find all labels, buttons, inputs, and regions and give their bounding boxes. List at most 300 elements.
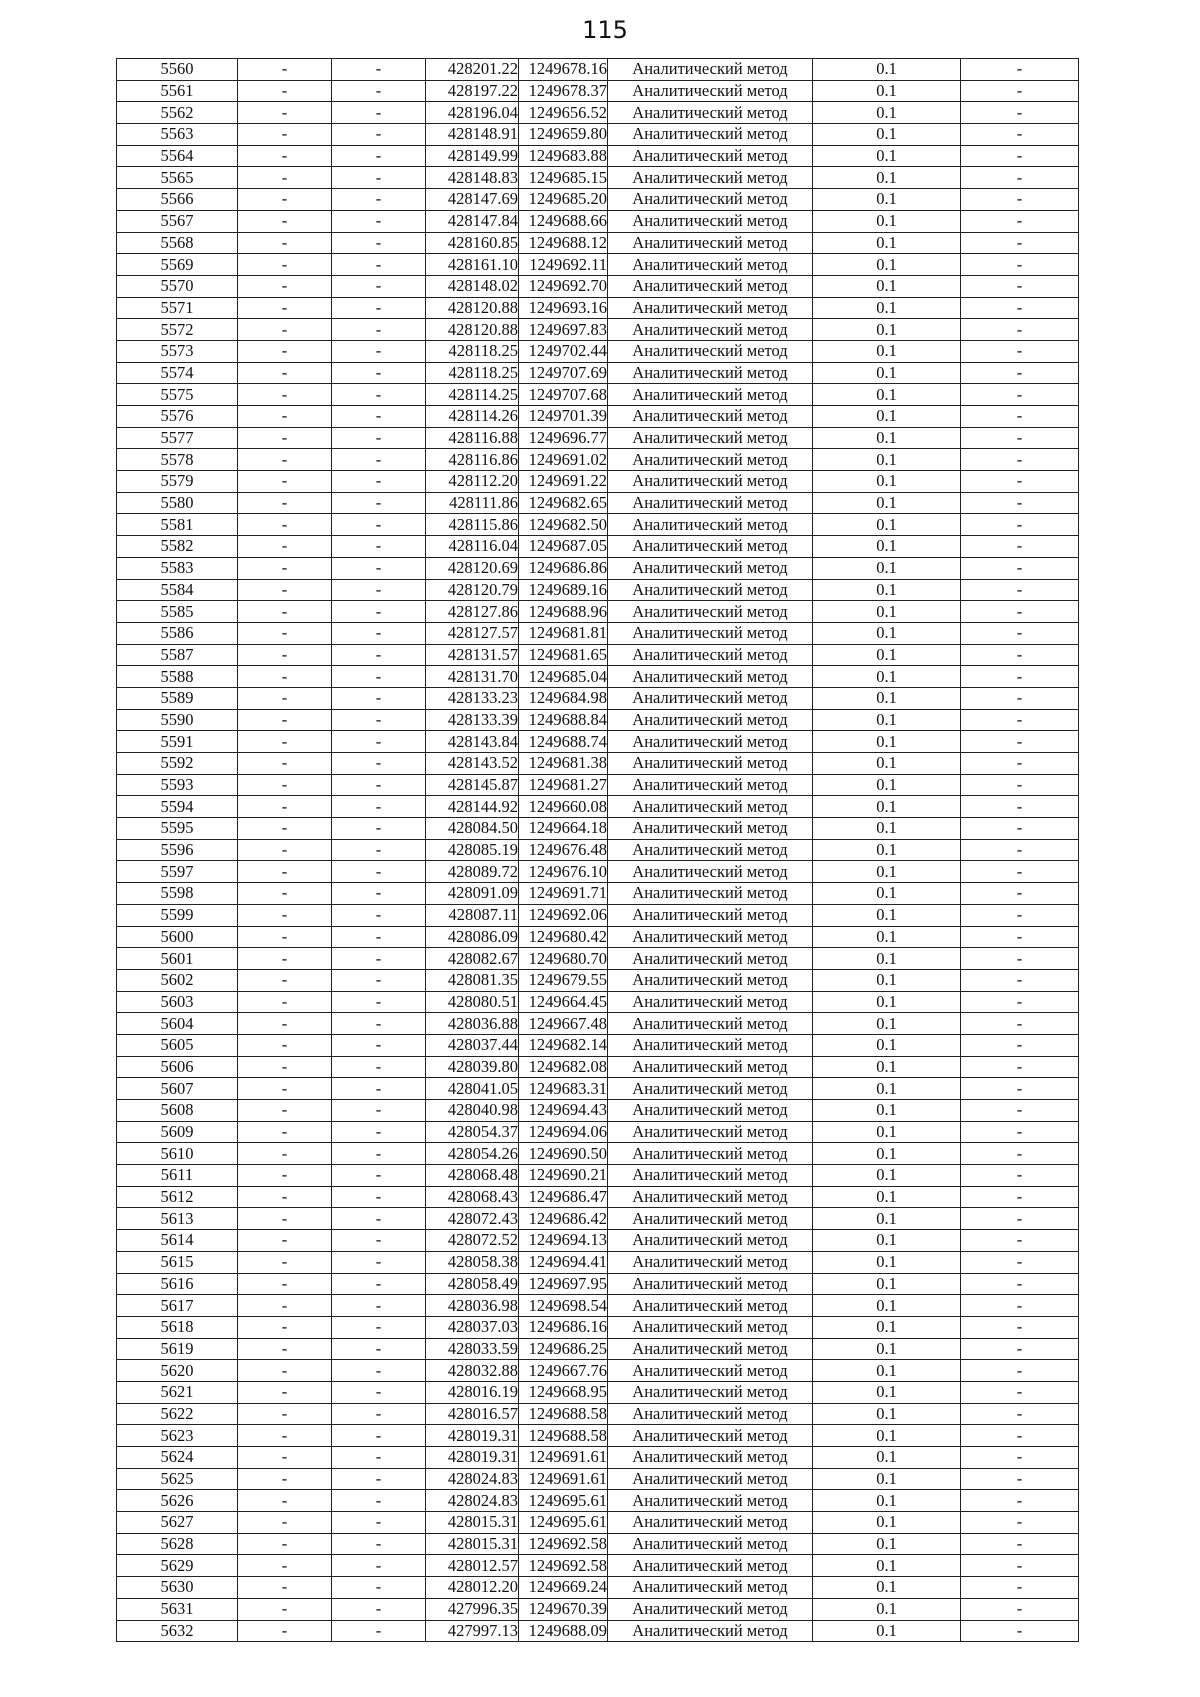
dash-cell: -: [332, 666, 426, 688]
table-row: [117, 1186, 1079, 1208]
x-coordinate-cell: 428036.98: [426, 1295, 519, 1317]
dash-cell: -: [961, 319, 1079, 341]
method-cell: Аналитический метод: [608, 362, 813, 384]
x-coordinate-cell: 428032.88: [426, 1360, 519, 1382]
x-coordinate-cell: 428133.39: [426, 709, 519, 731]
dash-cell: -: [961, 102, 1079, 124]
method-cell: Аналитический метод: [608, 861, 813, 883]
method-cell: Аналитический метод: [608, 275, 813, 297]
x-coordinate-cell: 428086.09: [426, 926, 519, 948]
dash-cell: -: [332, 731, 426, 753]
point-number-cell: 5595: [117, 818, 238, 840]
dash-cell: -: [961, 622, 1079, 644]
x-coordinate-cell: 428148.91: [426, 124, 519, 146]
accuracy-cell: 0.1: [813, 1338, 961, 1360]
method-cell: Аналитический метод: [608, 1100, 813, 1122]
accuracy-cell: 0.1: [813, 1512, 961, 1534]
y-coordinate-cell: 1249688.58: [519, 1425, 608, 1447]
x-coordinate-cell: 428082.67: [426, 948, 519, 970]
method-cell: Аналитический метод: [608, 340, 813, 362]
point-number-cell: 5616: [117, 1273, 238, 1295]
dash-cell: -: [332, 80, 426, 102]
accuracy-cell: 0.1: [813, 102, 961, 124]
dash-cell: -: [961, 1273, 1079, 1295]
dash-cell: -: [332, 1555, 426, 1577]
dash-cell: -: [961, 904, 1079, 926]
dash-cell: -: [961, 1013, 1079, 1035]
dash-cell: -: [961, 80, 1079, 102]
dash-cell: -: [332, 796, 426, 818]
point-number-cell: 5619: [117, 1338, 238, 1360]
x-coordinate-cell: 428145.87: [426, 774, 519, 796]
y-coordinate-cell: 1249664.18: [519, 818, 608, 840]
point-number-cell: 5618: [117, 1316, 238, 1338]
y-coordinate-cell: 1249679.55: [519, 969, 608, 991]
dash-cell: -: [961, 644, 1079, 666]
dash-cell: -: [238, 991, 332, 1013]
table-row: [117, 796, 1079, 818]
x-coordinate-cell: 428148.83: [426, 167, 519, 189]
table-row: [117, 384, 1079, 406]
x-coordinate-cell: 428087.11: [426, 904, 519, 926]
y-coordinate-cell: 1249691.02: [519, 449, 608, 471]
dash-cell: -: [238, 948, 332, 970]
point-number-cell: 5632: [117, 1620, 238, 1642]
x-coordinate-cell: 428068.43: [426, 1186, 519, 1208]
y-coordinate-cell: 1249686.86: [519, 557, 608, 579]
accuracy-cell: 0.1: [813, 622, 961, 644]
x-coordinate-cell: 428080.51: [426, 991, 519, 1013]
table-row: [117, 471, 1079, 493]
accuracy-cell: 0.1: [813, 362, 961, 384]
method-cell: Аналитический метод: [608, 406, 813, 428]
table-row: [117, 449, 1079, 471]
point-number-cell: 5631: [117, 1598, 238, 1620]
method-cell: Аналитический метод: [608, 1490, 813, 1512]
y-coordinate-cell: 1249684.98: [519, 687, 608, 709]
method-cell: Аналитический метод: [608, 948, 813, 970]
point-number-cell: 5573: [117, 340, 238, 362]
method-cell: Аналитический метод: [608, 102, 813, 124]
table-row: [117, 1512, 1079, 1534]
dash-cell: -: [238, 471, 332, 493]
accuracy-cell: 0.1: [813, 1577, 961, 1599]
dash-cell: -: [238, 59, 332, 81]
accuracy-cell: 0.1: [813, 189, 961, 211]
table-row: [117, 883, 1079, 905]
x-coordinate-cell: 428033.59: [426, 1338, 519, 1360]
dash-cell: -: [332, 319, 426, 341]
table-row: [117, 189, 1079, 211]
accuracy-cell: 0.1: [813, 1056, 961, 1078]
dash-cell: -: [961, 774, 1079, 796]
point-number-cell: 5579: [117, 471, 238, 493]
table-row: [117, 1490, 1079, 1512]
y-coordinate-cell: 1249660.08: [519, 796, 608, 818]
dash-cell: -: [332, 1121, 426, 1143]
dash-cell: -: [961, 839, 1079, 861]
point-number-cell: 5563: [117, 124, 238, 146]
dash-cell: -: [961, 1533, 1079, 1555]
x-coordinate-cell: 428160.85: [426, 232, 519, 254]
x-coordinate-cell: 428037.03: [426, 1316, 519, 1338]
method-cell: Аналитический метод: [608, 1555, 813, 1577]
method-cell: Аналитический метод: [608, 731, 813, 753]
table-row: [117, 1468, 1079, 1490]
dash-cell: -: [238, 167, 332, 189]
y-coordinate-cell: 1249688.74: [519, 731, 608, 753]
y-coordinate-cell: 1249694.06: [519, 1121, 608, 1143]
dash-cell: -: [961, 969, 1079, 991]
dash-cell: -: [238, 1338, 332, 1360]
x-coordinate-cell: 428040.98: [426, 1100, 519, 1122]
accuracy-cell: 0.1: [813, 861, 961, 883]
x-coordinate-cell: 428116.88: [426, 427, 519, 449]
dash-cell: -: [332, 687, 426, 709]
x-coordinate-cell: 428019.31: [426, 1425, 519, 1447]
point-number-cell: 5581: [117, 514, 238, 536]
dash-cell: -: [238, 818, 332, 840]
point-number-cell: 5605: [117, 1034, 238, 1056]
y-coordinate-cell: 1249694.43: [519, 1100, 608, 1122]
table-row: [117, 167, 1079, 189]
dash-cell: -: [238, 1533, 332, 1555]
y-coordinate-cell: 1249685.20: [519, 189, 608, 211]
accuracy-cell: 0.1: [813, 492, 961, 514]
table-row: [117, 1360, 1079, 1382]
y-coordinate-cell: 1249683.31: [519, 1078, 608, 1100]
dash-cell: -: [961, 1034, 1079, 1056]
coordinates-table: [116, 58, 1079, 1642]
table-row: [117, 731, 1079, 753]
dash-cell: -: [332, 948, 426, 970]
method-cell: Аналитический метод: [608, 1381, 813, 1403]
y-coordinate-cell: 1249691.61: [519, 1447, 608, 1469]
accuracy-cell: 0.1: [813, 579, 961, 601]
accuracy-cell: 0.1: [813, 1490, 961, 1512]
dash-cell: -: [332, 514, 426, 536]
accuracy-cell: 0.1: [813, 1208, 961, 1230]
method-cell: Аналитический метод: [608, 59, 813, 81]
dash-cell: -: [238, 883, 332, 905]
y-coordinate-cell: 1249682.14: [519, 1034, 608, 1056]
dash-cell: -: [332, 1251, 426, 1273]
point-number-cell: 5584: [117, 579, 238, 601]
accuracy-cell: 0.1: [813, 731, 961, 753]
point-number-cell: 5615: [117, 1251, 238, 1273]
y-coordinate-cell: 1249697.83: [519, 319, 608, 341]
table-row: [117, 579, 1079, 601]
dash-cell: -: [238, 297, 332, 319]
x-coordinate-cell: 428197.22: [426, 80, 519, 102]
y-coordinate-cell: 1249664.45: [519, 991, 608, 1013]
dash-cell: -: [332, 753, 426, 775]
table-row: [117, 1121, 1079, 1143]
dash-cell: -: [961, 1165, 1079, 1187]
x-coordinate-cell: 428147.69: [426, 189, 519, 211]
dash-cell: -: [332, 904, 426, 926]
dash-cell: -: [238, 406, 332, 428]
y-coordinate-cell: 1249707.69: [519, 362, 608, 384]
dash-cell: -: [961, 449, 1079, 471]
dash-cell: -: [961, 1230, 1079, 1252]
table-row: [117, 904, 1079, 926]
dash-cell: -: [961, 1251, 1079, 1273]
accuracy-cell: 0.1: [813, 1230, 961, 1252]
dash-cell: -: [238, 362, 332, 384]
dash-cell: -: [238, 1121, 332, 1143]
y-coordinate-cell: 1249686.47: [519, 1186, 608, 1208]
table-row: [117, 818, 1079, 840]
dash-cell: -: [961, 1425, 1079, 1447]
dash-cell: -: [238, 254, 332, 276]
dash-cell: -: [961, 1447, 1079, 1469]
table-row: [117, 406, 1079, 428]
dash-cell: -: [332, 124, 426, 146]
dash-cell: -: [961, 1577, 1079, 1599]
dash-cell: -: [238, 644, 332, 666]
dash-cell: -: [238, 1078, 332, 1100]
dash-cell: -: [332, 297, 426, 319]
accuracy-cell: 0.1: [813, 1165, 961, 1187]
x-coordinate-cell: 428196.04: [426, 102, 519, 124]
dash-cell: -: [332, 1273, 426, 1295]
method-cell: Аналитический метод: [608, 709, 813, 731]
dash-cell: -: [332, 601, 426, 623]
table-row: [117, 1316, 1079, 1338]
table-row: [117, 1100, 1079, 1122]
y-coordinate-cell: 1249680.70: [519, 948, 608, 970]
y-coordinate-cell: 1249698.54: [519, 1295, 608, 1317]
y-coordinate-cell: 1249681.65: [519, 644, 608, 666]
y-coordinate-cell: 1249694.13: [519, 1230, 608, 1252]
dash-cell: -: [238, 384, 332, 406]
dash-cell: -: [332, 861, 426, 883]
accuracy-cell: 0.1: [813, 796, 961, 818]
point-number-cell: 5607: [117, 1078, 238, 1100]
table-row: [117, 362, 1079, 384]
y-coordinate-cell: 1249670.39: [519, 1598, 608, 1620]
dash-cell: -: [332, 1598, 426, 1620]
dash-cell: -: [961, 818, 1079, 840]
point-number-cell: 5588: [117, 666, 238, 688]
table-row: [117, 102, 1079, 124]
table-row: [117, 319, 1079, 341]
point-number-cell: 5612: [117, 1186, 238, 1208]
y-coordinate-cell: 1249682.65: [519, 492, 608, 514]
y-coordinate-cell: 1249687.05: [519, 536, 608, 558]
x-coordinate-cell: 428039.80: [426, 1056, 519, 1078]
point-number-cell: 5574: [117, 362, 238, 384]
dash-cell: -: [332, 449, 426, 471]
y-coordinate-cell: 1249683.88: [519, 145, 608, 167]
y-coordinate-cell: 1249667.76: [519, 1360, 608, 1382]
dash-cell: -: [961, 492, 1079, 514]
accuracy-cell: 0.1: [813, 254, 961, 276]
table-row: [117, 1165, 1079, 1187]
dash-cell: -: [238, 796, 332, 818]
dash-cell: -: [332, 1295, 426, 1317]
dash-cell: -: [961, 210, 1079, 232]
y-coordinate-cell: 1249688.66: [519, 210, 608, 232]
dash-cell: -: [961, 1490, 1079, 1512]
dash-cell: -: [238, 1186, 332, 1208]
point-number-cell: 5603: [117, 991, 238, 1013]
accuracy-cell: 0.1: [813, 883, 961, 905]
dash-cell: -: [238, 1468, 332, 1490]
table-row: [117, 948, 1079, 970]
x-coordinate-cell: 428019.31: [426, 1447, 519, 1469]
dash-cell: -: [961, 666, 1079, 688]
point-number-cell: 5577: [117, 427, 238, 449]
dash-cell: -: [961, 1056, 1079, 1078]
dash-cell: -: [332, 969, 426, 991]
dash-cell: -: [238, 1165, 332, 1187]
y-coordinate-cell: 1249686.42: [519, 1208, 608, 1230]
x-coordinate-cell: 428085.19: [426, 839, 519, 861]
method-cell: Аналитический метод: [608, 1338, 813, 1360]
dash-cell: -: [238, 1403, 332, 1425]
dash-cell: -: [332, 1034, 426, 1056]
dash-cell: -: [238, 1316, 332, 1338]
dash-cell: -: [332, 189, 426, 211]
table-row: [117, 80, 1079, 102]
page-number: 115: [582, 16, 628, 44]
dash-cell: -: [238, 536, 332, 558]
method-cell: Аналитический метод: [608, 1078, 813, 1100]
method-cell: Аналитический метод: [608, 189, 813, 211]
method-cell: Аналитический метод: [608, 904, 813, 926]
method-cell: Аналитический метод: [608, 666, 813, 688]
y-coordinate-cell: 1249690.21: [519, 1165, 608, 1187]
table-row: [117, 1533, 1079, 1555]
dash-cell: -: [332, 59, 426, 81]
x-coordinate-cell: 428127.57: [426, 622, 519, 644]
y-coordinate-cell: 1249685.15: [519, 167, 608, 189]
dash-cell: -: [332, 579, 426, 601]
dash-cell: -: [238, 1360, 332, 1382]
dash-cell: -: [332, 406, 426, 428]
method-cell: Аналитический метод: [608, 774, 813, 796]
y-coordinate-cell: 1249690.50: [519, 1143, 608, 1165]
dash-cell: -: [238, 340, 332, 362]
x-coordinate-cell: 428058.38: [426, 1251, 519, 1273]
y-coordinate-cell: 1249692.58: [519, 1555, 608, 1577]
y-coordinate-cell: 1249689.16: [519, 579, 608, 601]
y-coordinate-cell: 1249682.50: [519, 514, 608, 536]
accuracy-cell: 0.1: [813, 926, 961, 948]
point-number-cell: 5625: [117, 1468, 238, 1490]
dash-cell: -: [961, 601, 1079, 623]
dash-cell: -: [238, 232, 332, 254]
accuracy-cell: 0.1: [813, 557, 961, 579]
dash-cell: -: [961, 1468, 1079, 1490]
x-coordinate-cell: 428144.92: [426, 796, 519, 818]
y-coordinate-cell: 1249691.71: [519, 883, 608, 905]
method-cell: Аналитический метод: [608, 210, 813, 232]
accuracy-cell: 0.1: [813, 1078, 961, 1100]
accuracy-cell: 0.1: [813, 1013, 961, 1035]
y-coordinate-cell: 1249688.84: [519, 709, 608, 731]
dash-cell: -: [238, 1447, 332, 1469]
dash-cell: -: [332, 839, 426, 861]
accuracy-cell: 0.1: [813, 275, 961, 297]
dash-cell: -: [961, 1143, 1079, 1165]
dash-cell: -: [238, 1251, 332, 1273]
x-coordinate-cell: 428012.57: [426, 1555, 519, 1577]
x-coordinate-cell: 428118.25: [426, 340, 519, 362]
accuracy-cell: 0.1: [813, 514, 961, 536]
dash-cell: -: [332, 254, 426, 276]
accuracy-cell: 0.1: [813, 1533, 961, 1555]
x-coordinate-cell: 428111.86: [426, 492, 519, 514]
table-row: [117, 1598, 1079, 1620]
dash-cell: -: [961, 1512, 1079, 1534]
x-coordinate-cell: 428054.26: [426, 1143, 519, 1165]
dash-cell: -: [332, 167, 426, 189]
dash-cell: -: [238, 709, 332, 731]
method-cell: Аналитический метод: [608, 644, 813, 666]
dash-cell: -: [961, 340, 1079, 362]
accuracy-cell: 0.1: [813, 1100, 961, 1122]
dash-cell: -: [332, 1230, 426, 1252]
table-row: [117, 340, 1079, 362]
method-cell: Аналитический метод: [608, 1208, 813, 1230]
accuracy-cell: 0.1: [813, 1295, 961, 1317]
x-coordinate-cell: 428112.20: [426, 471, 519, 493]
point-number-cell: 5572: [117, 319, 238, 341]
y-coordinate-cell: 1249656.52: [519, 102, 608, 124]
dash-cell: -: [961, 1381, 1079, 1403]
dash-cell: -: [238, 1013, 332, 1035]
point-number-cell: 5585: [117, 601, 238, 623]
dash-cell: -: [238, 514, 332, 536]
dash-cell: -: [961, 145, 1079, 167]
method-cell: Аналитический метод: [608, 471, 813, 493]
method-cell: Аналитический метод: [608, 926, 813, 948]
dash-cell: -: [961, 384, 1079, 406]
accuracy-cell: 0.1: [813, 145, 961, 167]
table-row: [117, 1447, 1079, 1469]
x-coordinate-cell: 428149.99: [426, 145, 519, 167]
point-number-cell: 5593: [117, 774, 238, 796]
point-number-cell: 5596: [117, 839, 238, 861]
x-coordinate-cell: 428041.05: [426, 1078, 519, 1100]
x-coordinate-cell: 427997.13: [426, 1620, 519, 1642]
dash-cell: -: [238, 1598, 332, 1620]
x-coordinate-cell: 428084.50: [426, 818, 519, 840]
table-row: [117, 297, 1079, 319]
accuracy-cell: 0.1: [813, 80, 961, 102]
x-coordinate-cell: 428131.57: [426, 644, 519, 666]
y-coordinate-cell: 1249668.95: [519, 1381, 608, 1403]
y-coordinate-cell: 1249707.68: [519, 384, 608, 406]
y-coordinate-cell: 1249669.24: [519, 1577, 608, 1599]
accuracy-cell: 0.1: [813, 167, 961, 189]
x-coordinate-cell: 428115.86: [426, 514, 519, 536]
point-number-cell: 5602: [117, 969, 238, 991]
dash-cell: -: [238, 861, 332, 883]
y-coordinate-cell: 1249667.48: [519, 1013, 608, 1035]
y-coordinate-cell: 1249676.10: [519, 861, 608, 883]
dash-cell: -: [332, 1078, 426, 1100]
dash-cell: -: [961, 1316, 1079, 1338]
y-coordinate-cell: 1249681.27: [519, 774, 608, 796]
accuracy-cell: 0.1: [813, 644, 961, 666]
point-number-cell: 5576: [117, 406, 238, 428]
accuracy-cell: 0.1: [813, 818, 961, 840]
method-cell: Аналитический метод: [608, 1056, 813, 1078]
